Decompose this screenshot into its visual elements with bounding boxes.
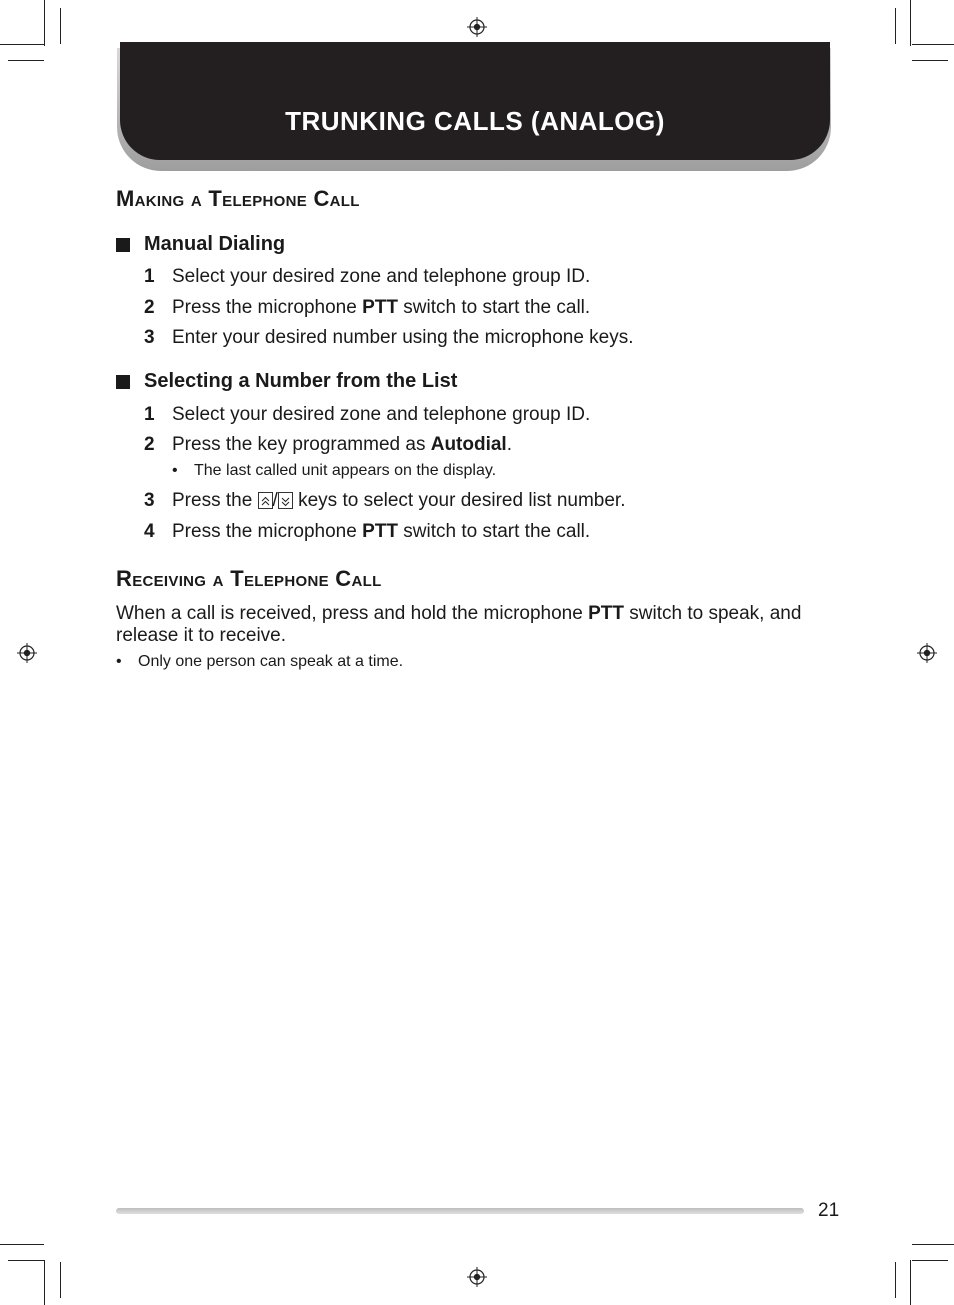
note-text: The last called unit appears on the display. [194,462,497,479]
step-number: 2 [144,434,155,455]
square-bullet-icon [116,238,130,252]
subsection-title-text: Manual Dialing [144,233,286,255]
crop-mark [0,44,44,45]
crop-mark [912,1260,948,1261]
step-item [144,434,512,456]
crop-mark [912,44,954,45]
step-text: Enter your desired number using the microphone keys. [172,327,634,348]
subsection-title-select-from-list [116,370,457,393]
step-item [144,490,625,512]
step-number: 1 [144,404,155,425]
crop-mark [44,0,45,46]
bullet: • [116,653,122,670]
page-title: TRUNKING CALLS (ANALOG) [285,106,665,136]
step-text: Select your desired zone and telephone group ID. [172,404,591,425]
step-item [144,266,590,288]
step-text: Press the key programmed as Autodial. [172,434,512,455]
note-item [116,653,403,671]
footer-bar [116,1208,804,1214]
down-key-icon [278,492,293,509]
crop-mark [60,1262,61,1298]
registration-mark-icon [467,1267,487,1287]
up-key-icon [258,492,273,509]
step-text: Press the / keys to select your desired list number. [172,490,626,511]
step-text: Press the microphone PTT switch to start the call. [172,297,591,318]
step-item [144,404,590,426]
step-text: Select your desired zone and telephone group ID. [172,266,591,287]
body-paragraph: When a call is received, press and hold the microphone PTT switch to speak, and release it to receive. [116,603,802,646]
note-item [172,462,496,480]
crop-mark [912,1244,954,1245]
crop-mark [0,1244,44,1245]
step-number: 1 [144,266,155,287]
registration-mark-icon [17,643,37,663]
crop-mark [895,8,896,44]
step-item [144,521,590,543]
step-item [144,327,634,349]
step-number: 3 [144,490,155,511]
crop-mark [8,1260,44,1261]
page-number: 21 [818,1200,840,1221]
subsection-title-text: Selecting a Number from the List [144,370,458,392]
step-text: Press the microphone PTT switch to start the call. [172,521,591,542]
section-title-making-call: Making a Telephone Call [116,186,360,211]
step-number: 3 [144,327,155,348]
registration-mark-icon [917,643,937,663]
chapter-banner [120,42,830,160]
step-number: 2 [144,297,155,318]
crop-mark [44,1260,45,1305]
crop-mark [8,60,44,61]
section-title-receiving-call: Receiving a Telephone Call [116,566,382,591]
note-text: Only one person can speak at a time. [138,653,404,670]
crop-mark [912,60,948,61]
step-number: 4 [144,521,155,542]
crop-mark [895,1262,896,1298]
crop-mark [910,1260,911,1305]
crop-mark [60,8,61,44]
crop-mark [910,0,911,46]
square-bullet-icon [116,375,130,389]
registration-mark-icon [467,17,487,37]
subsection-title-manual-dialing [116,233,285,256]
bullet: • [172,462,178,479]
step-item [144,297,590,319]
